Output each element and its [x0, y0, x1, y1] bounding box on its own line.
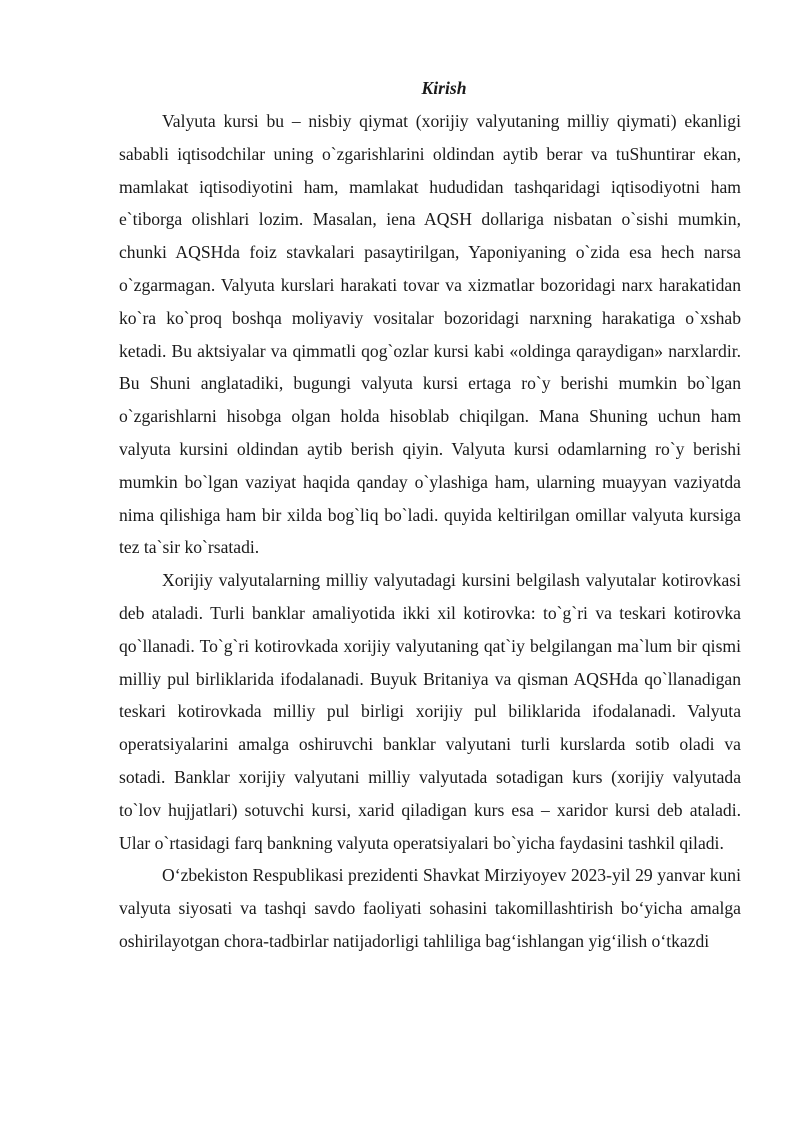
paragraph-exchange-rate: Valyuta kursi bu – nisbiy qiymat (xorijiy valyutaning milliy qiymati) ekanligi sababli iqtisodchilar uning o`zgarishlarini oldindan aytib berar va tuShuntirar ekan, mamlakat iqtisodiyotini ham, mamlakat hududidan tashqaridagi iqtisodiyotni ham e`tiborga olishlari lozim. Masalan, iena AQSH dollariga nisbatan o`sishi mumkin, chunki AQSHda foiz stavkalari pasaytirilgan, Yaponiyaning o`zida esa hech narsa o`zgarmagan. Valyuta kurslari harakati tovar va xizmatlar bozoridagi narx harakatidan ko`ra ko`proq boshqa moliyaviy vositalar bozoridagi narxning harakatiga o`xshab ketadi. Bu aktsiyalar va qimmatli qog`ozlar kursi kabi «oldinga qaraydigan» narxlardir. Bu Shuni anglatadiki, bugungi valyuta kursi ertaga ro`y berishi mumkin bo`lgan o`zgarishlarni hisobga olgan holda hisoblab chiqilgan. Mana Shuning uchun ham valyuta kursini oldindan aytib berish qiyin. Valyuta kursi odamlarning ro`y berishi mumkin bo`lgan vaziyat haqida qanday o`ylashiga ham, ularning muayyan vaziyatda nima qilishiga ham bir xilda bog`liq bo`ladi. quyida keltirilgan omillar valyuta kursiga tez ta`sir ko`rsatadi. — [119, 111, 741, 558]
document-body — [119, 74, 741, 958]
paragraph-president-meeting: O‘zbekiston Respublikasi prezidenti Shavkat Mirziyoyev 2023-yil 29 yanvar kuni valyuta siyosati va tashqi savdo faoliyati sohasini takomillashtirish bo‘yicha amalga oshirilayotgan chora-tadbirlar natijadorligi tahliliga bag‘ishlangan yig‘ilish o‘tkazdi — [119, 865, 741, 951]
section-title: Kirish — [421, 78, 467, 98]
paragraph-quotation: Xorijiy valyutalarning milliy valyutadagi kursini belgilash valyutalar kotirovkasi deb ataladi. Turli banklar amaliyotida ikki xil kotirovka: to`g`ri va teskari kotirovka qo`llanadi. To`g`ri kotirovkada xorijiy valyutaning qat`iy belgilangan ma`lum bir qismi milliy pul birliklarida ifodalanadi. Buyuk Britaniya va qisman AQSHda qo`llanadigan teskari kotirovkada milliy pul birligi xorijiy pul biliklarida ifodalanadi. Valyuta operatsiyalarini amalga oshiruvchi banklar valyutani turli kurslarda sotib oladi va sotadi. Banklar xorijiy valyutani milliy valyutada sotadigan kurs (xorijiy valyutada to`lov hujjatlari) sotuvchi kursi, xarid qiladigan kurs esa – xaridor kursi deb ataladi. Ular o`rtasidagi farq bankning valyuta operatsiyalari bo`yicha faydasini tashkil qiladi. — [119, 570, 741, 853]
